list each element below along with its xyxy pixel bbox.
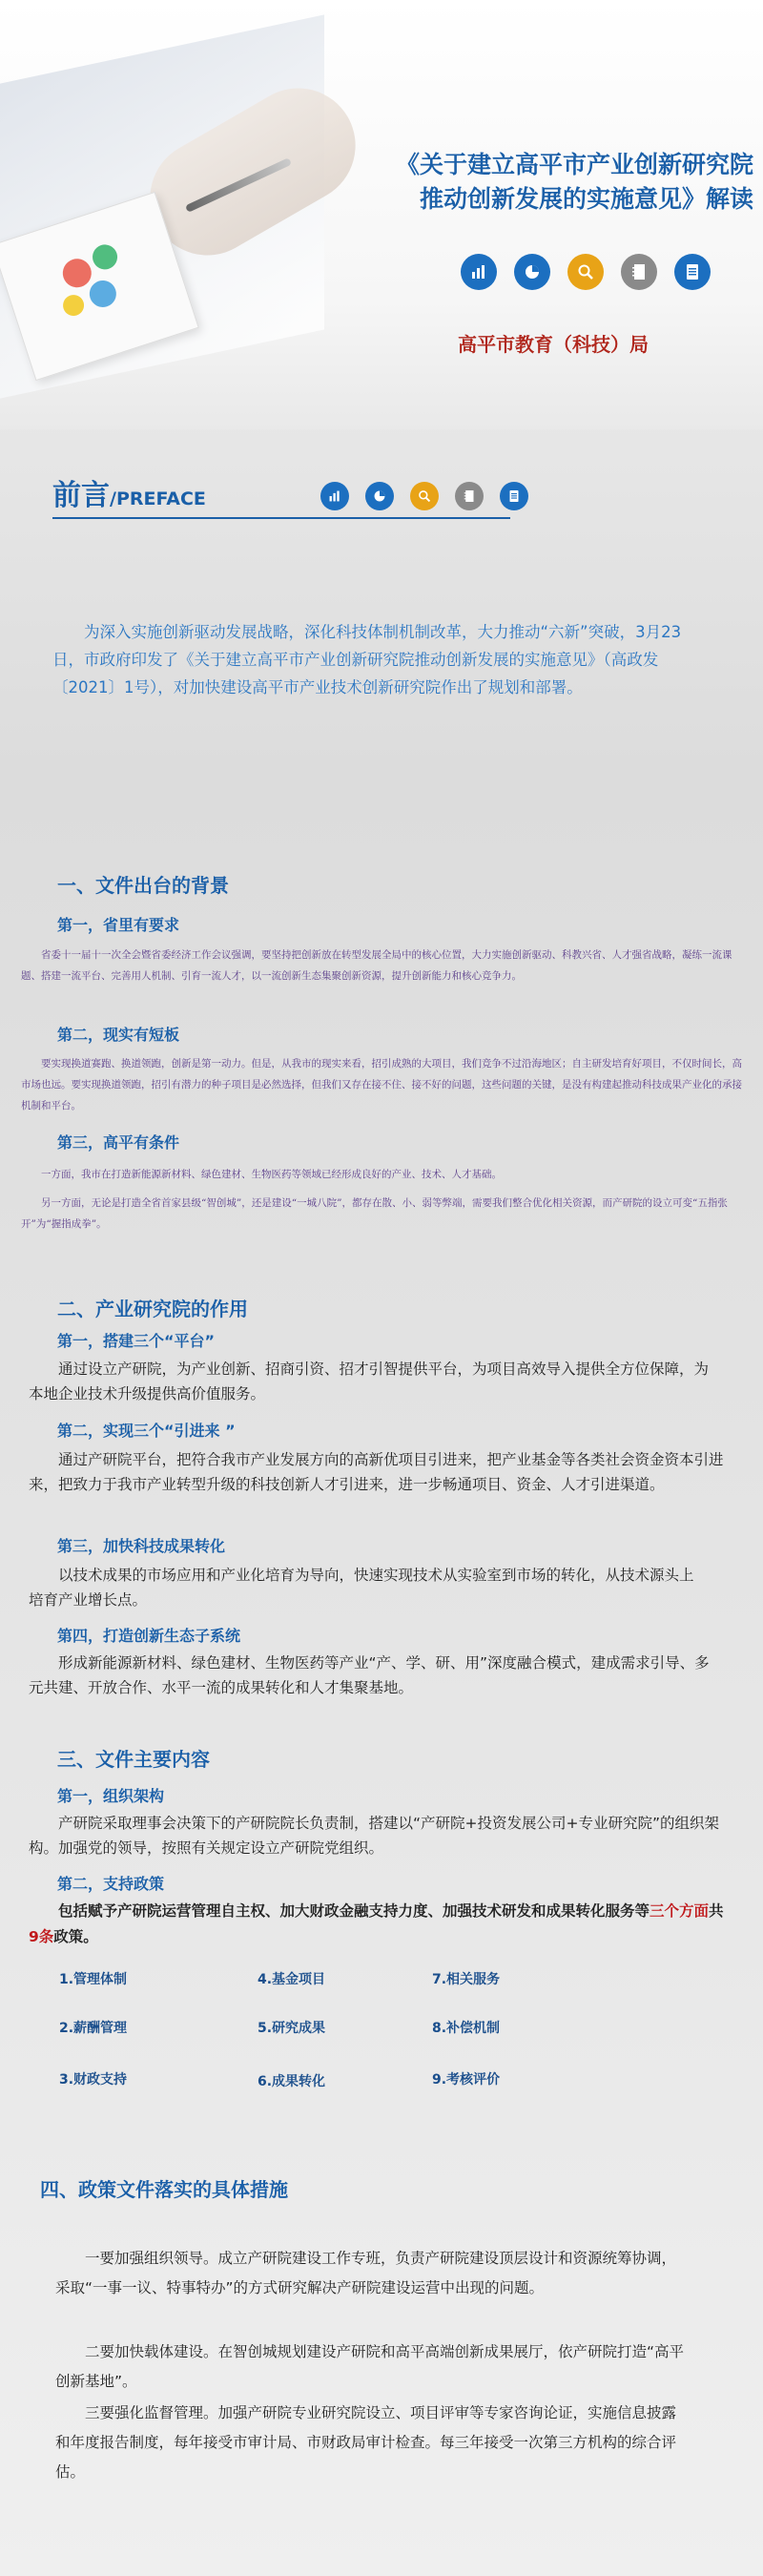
section2-item1-text: 通过设立产研院，为产业创新、招商引资、招才引智提供平台，为项目高效导入提供全方位保障，为本地企业技术升级提供高价值服务。 bbox=[29, 1361, 710, 1402]
notebook-icon bbox=[621, 254, 657, 290]
preface-heading bbox=[52, 471, 206, 513]
policy-item: 8.补偿机制 bbox=[432, 2021, 501, 2036]
title-line-2: 推动创新发展的实施意见》解读 bbox=[419, 185, 753, 213]
section1-item1-text: 省委十一届十一次全会暨省委经济工作会议强调，要坚持把创新放在转型发展全局中的核心位置，大力实施创新驱动、科教兴省、人才强省战略，凝练一流课题、搭建一流平台、完善用人机制、引育一流人才，以一流创新生态集聚创新资源，提升创新能力和核心竞争力。 bbox=[21, 949, 732, 982]
header-icon-row bbox=[461, 254, 728, 290]
section3-item2-heading: 第二，支持政策 bbox=[57, 1875, 165, 1893]
section3-item1-text: 产研院采取理事会决策下的产研院院长负责制，搭建以“产研院+投资发展公司+专业研究院”的组织架构。加强党的领导，按照有关规定设立产研院党组织。 bbox=[29, 1815, 720, 1857]
issuing-organization: 高平市教育（科技）局 bbox=[458, 333, 649, 356]
document-icon bbox=[674, 254, 711, 290]
page-title bbox=[315, 148, 753, 217]
search-icon bbox=[567, 254, 604, 290]
section2-item3-text: 以技术成果的市场应用和产业化培育为导向，快速实现技术从实验室到市场的转化，从技术源头上培育产业增长点。 bbox=[29, 1567, 694, 1609]
section2-item2-text: 通过产研院平台，把符合我市产业发展方向的高新优项目引进来，把产业基金等各类社会资金资本引进来，把致力于我市产业转型升级的科技创新人才引进来，进一步畅通项目、资金、人才引进渠道。 bbox=[29, 1451, 724, 1493]
section1-item3-heading: 第三，高平有条件 bbox=[57, 1133, 180, 1152]
section2-item4-text: 形成新能源新材料、绿色建材、生物医药等产业“产、学、研、用”深度融合模式，建成需求引导、多元共建、开放合作、水平一流的成果转化和人才集聚基地。 bbox=[29, 1654, 710, 1696]
section2-item4-heading: 第四，打造创新生态子系统 bbox=[57, 1627, 241, 1645]
policy-item: 1.管理体制 bbox=[59, 1972, 128, 1987]
section1-item2-heading: 第二，现实有短板 bbox=[57, 1026, 180, 1044]
notebook-icon bbox=[455, 482, 484, 510]
section4-para-1: 一要加强组织领导。成立产研院建设工作专班，负责产研院建设顶层设计和资源统筹协调，采取“一事一议、特事特办”的方式研究解决产研院建设运营中出现的问题。 bbox=[55, 2250, 677, 2296]
policy-summary-b: 共 bbox=[709, 1902, 724, 1920]
preface-title-en: /PREFACE bbox=[110, 488, 206, 509]
search-icon bbox=[410, 482, 439, 510]
policy-item: 4.基金项目 bbox=[258, 1972, 326, 1987]
section1-title: 一、文件出台的背景 bbox=[57, 874, 229, 897]
preface-divider bbox=[52, 517, 510, 519]
bar-chart-icon bbox=[320, 482, 349, 510]
section1-item2-text: 要实现换道赛跑、换道领跑，创新是第一动力。但是，从我市的现实来看，招引成熟的大项目，我们竞争不过沿海地区；自主研发培育好项目，不仅时间长，高市场也远。要实现换道领跑，招引有潜力的种子项目是必然选择，但我们又存在接不住、接不好的问题，这些问题的关键，是没有构建起推动科技成果产业化的承接机制和平台。 bbox=[21, 1058, 742, 1111]
policy-summary-highlight-aspects: 三个方面 bbox=[650, 1902, 710, 1920]
preface-title-cn: 前言 bbox=[52, 479, 110, 512]
title-line-1: 《关于建立高平市产业创新研究院 bbox=[395, 151, 753, 178]
bar-chart-icon bbox=[461, 254, 497, 290]
section2-item1-heading: 第一，搭建三个“平台” bbox=[57, 1332, 216, 1350]
section4-para-2: 二要加快载体建设。在智创城规划建设产研院和高平高端创新成果展厅，依产研院打造“高平创新基地”。 bbox=[55, 2343, 685, 2390]
policy-item: 6.成果转化 bbox=[258, 2074, 326, 2089]
section4-para-3: 三要强化监督管理。加强产研院专业研究院设立、项目评审等专家咨询论证，实施信息披露和年度报告制度，每年接受市审计局、市财政局审计检查。每三年接受一次第三方机构的综合评估。 bbox=[55, 2404, 677, 2481]
pie-chart-icon bbox=[514, 254, 550, 290]
header-banner bbox=[0, 0, 763, 429]
pie-chart-icon bbox=[365, 482, 394, 510]
section3-item2-text bbox=[29, 1899, 725, 1950]
section4-title: 四、政策文件落实的具体措施 bbox=[40, 2178, 288, 2201]
section3-title: 三、文件主要内容 bbox=[57, 1748, 210, 1771]
policy-item: 3.财政支持 bbox=[59, 2072, 128, 2088]
section1-item3-text: 一方面，我市在打造新能源新材料、绿色建材、生物医药等领域已经形成良好的产业、技术、人才基础。 bbox=[41, 1169, 502, 1180]
section2-item3-heading: 第三，加快科技成果转化 bbox=[57, 1537, 226, 1555]
document-icon bbox=[500, 482, 528, 510]
policy-summary-c: 政策。 bbox=[53, 1928, 98, 1945]
section1-item3-text2: 另一方面，无论是打造全省首家县级“智创城”，还是建设“一城八院”，都存在散、小、弱等弊端，需要我们整合优化相关资源，而产研院的设立可变“五指张开”为“握指成拳”。 bbox=[21, 1197, 728, 1230]
section3-item1-heading: 第一，组织架构 bbox=[57, 1787, 165, 1805]
policy-item: 5.研究成果 bbox=[258, 2021, 326, 2036]
section2-title: 二、产业研究院的作用 bbox=[57, 1298, 248, 1320]
section2-item2-heading: 第二，实现三个“引进来 ” bbox=[57, 1422, 236, 1440]
preface-intro: 为深入实施创新驱动发展战略，深化科技体制机制改革，大力推动“六新”突破，3月23日，市政府印发了《关于建立高平市产业创新研究院推动创新发展的实施意见》（高政发〔2021〕1号），对加快建设高平市产业技术创新研究院作出了规划和部署。 bbox=[52, 623, 682, 696]
preface-icon-row bbox=[320, 482, 545, 510]
policy-item: 7.相关服务 bbox=[432, 1972, 501, 1987]
policy-summary-a: 包括赋予产研院运营管理自主权、加大财政金融支持力度、加强技术研发和成果转化服务等 bbox=[58, 1902, 650, 1920]
policy-item: 2.薪酬管理 bbox=[59, 2021, 128, 2036]
policy-item: 9.考核评价 bbox=[432, 2072, 501, 2088]
section1-item1-heading: 第一，省里有要求 bbox=[57, 916, 180, 934]
policy-summary-highlight-count: 9条 bbox=[29, 1928, 54, 1945]
